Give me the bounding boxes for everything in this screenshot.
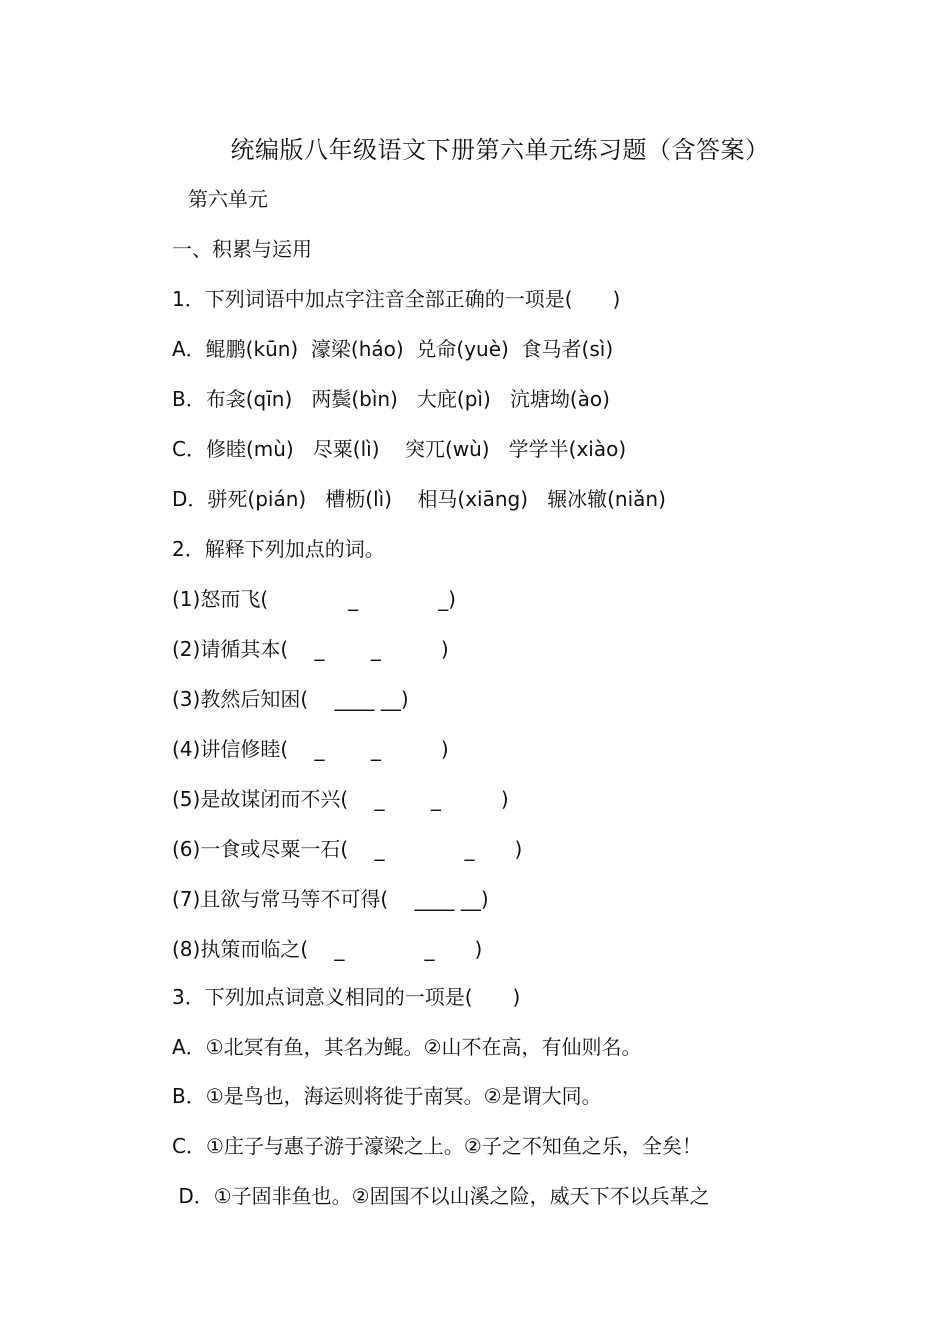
question-2-item-3: (3)教然后知困( ____ __) xyxy=(172,687,409,711)
question-2-stem: 2．解释下列加点的词。 xyxy=(172,537,385,561)
question-2-item-1: (1)怒而飞( _ _) xyxy=(172,587,456,611)
question-3-option-c: C．①庄子与惠子游于濠梁之上。②子之不知鱼之乐，全矣！ xyxy=(172,1134,702,1158)
question-3-stem: 3．下列加点词意义相同的一项是( ) xyxy=(172,985,521,1009)
question-2-item-7: (7)且欲与常马等不可得( ____ __) xyxy=(172,887,489,911)
question-3-option-d: D．①子固非鱼也。②固国不以山溪之险，威天下不以兵革之 xyxy=(172,1184,710,1208)
question-2-item-2: (2)请循其本( _ _ ) xyxy=(172,637,449,661)
question-2-item-5: (5)是故谋闭而不兴( _ _ ) xyxy=(172,787,509,811)
question-1-option-b: B．布衾(qīn) 两鬓(bìn) 大庇(pì) 沆塘坳(ào) xyxy=(172,387,610,411)
question-1-option-c: C．修睦(mù) 尽粟(lì) 突兀(wù) 学学半(xiào) xyxy=(172,437,627,461)
section-heading: 一、积累与运用 xyxy=(172,237,312,261)
question-2-item-6: (6)一食或尽粟一石( _ _ ) xyxy=(172,837,523,861)
question-1-option-a: A．鲲鹏(kūn) 濠梁(háo) 兑命(yuè) 食马者(sì) xyxy=(172,337,614,361)
unit-heading: 第六单元 xyxy=(188,187,268,211)
question-1-stem: 1．下列词语中加点字注音全部正确的一项是( ) xyxy=(172,287,621,311)
question-3-option-b: B．①是鸟也，海运则将徙于南冥。②是谓大同。 xyxy=(172,1084,602,1108)
question-2-item-8: (8)执策而临之( _ _ ) xyxy=(172,937,483,961)
document-title: 统编版八年级语文下册第六单元练习题（含答案） xyxy=(230,136,770,164)
question-2-item-4: (4)讲信修睦( _ _ ) xyxy=(172,737,449,761)
question-3-option-a: A．①北冥有鱼，其名为鲲。②山不在高，有仙则名。 xyxy=(172,1035,642,1059)
question-1-option-d: D．骈死(pián) 槽枥(lì) 相马(xiāng) 辗冰辙(niǎn) xyxy=(172,487,666,511)
